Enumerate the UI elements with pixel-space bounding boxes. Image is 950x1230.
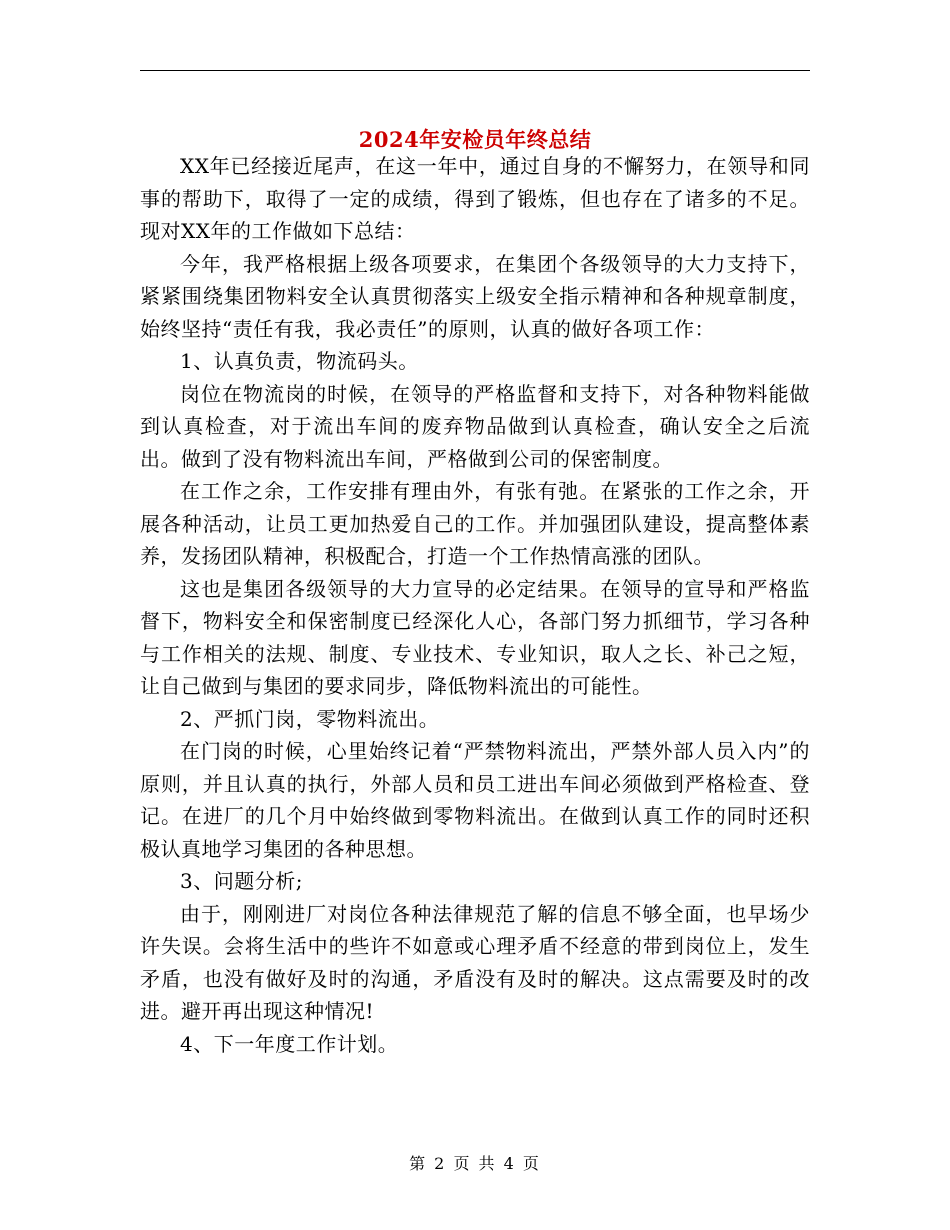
page-number: 第 2 页 共 4 页 bbox=[409, 1154, 541, 1173]
header-rule bbox=[140, 70, 810, 71]
section-heading-1: 1、认真负责，物流码头。 bbox=[180, 349, 419, 373]
paragraph-spare-time: 在工作之余，工作安排有理由外，有张有弛。在紧张的工作之余，开展各种活动，让员工更加热爱自己的工作。并加强团队建设，提高整体素养，发扬团队精神，积极配合，打造一个工作热情高涨的团队。 bbox=[140, 479, 810, 568]
paragraph-gate: 在门岗的时候，心里始终记着“严禁物料流出，严禁外部人员入内”的原则，并且认真的执行，外部人员和员工进出车间必须做到严格检查、登记。在进厂的几个月中始终做到零物料流出。在做到认真工作的同时还积极认真地学习集团的各种思想。 bbox=[140, 739, 810, 861]
paragraph-leadership: 这也是集团各级领导的大力宣导的必定结果。在领导的宣导和严格监督下，物料安全和保密制度已经深化人心，各部门努力抓细节，学习各种与工作相关的法规、制度、专业技术、专业知识，取人之长、补己之短，让自己做到与集团的要求同步，降低物料流出的可能性。 bbox=[140, 576, 810, 698]
section-heading-4: 4、下一年度工作计划。 bbox=[180, 1031, 399, 1056]
paragraph-intro: XX年已经接近尾声，在这一年中，通过自身的不懈努力，在领导和同事的帮助下，取得了一定的成绩，得到了锻炼，但也存在了诸多的不足。现对XX年的工作做如下总结： bbox=[140, 154, 810, 243]
section-heading-2: 2、严抓门岗，零物料流出。 bbox=[180, 706, 440, 731]
paragraph-logistics: 岗位在物流岗的时候，在领导的严格监督和支持下，对各种物料能做到认真检查，对于流出车间的废弃物品做到认真检查，确认安全之后流出。做到了没有物料流出车间，严格做到公司的保密制度。 bbox=[140, 381, 810, 471]
paragraph-problems: 由于，刚刚进厂对岗位各种法律规范了解的信息不够全面，也早场少许失误。会将生活中的些许不如意或心理矛盾不经意的带到岗位上，发生矛盾，也没有做好及时的沟通，矛盾没有及时的解决。这点需要及时的改进。避开再出现这种情况! bbox=[140, 901, 810, 1023]
section-heading-3: 3、问题分析; bbox=[180, 869, 303, 893]
document-title: 2024年安检员年终总结 bbox=[358, 127, 592, 153]
paragraph-overview: 今年，我严格根据上级各项要求，在集团个各级领导的大力支持下，紧紧围绕集团物料安全认真贯彻落实上级安全指示精神和各种规章制度，始终坚持“责任有我，我必责任”的原则，认真的做好各项工作： bbox=[140, 251, 810, 341]
document-body bbox=[140, 150, 810, 1060]
